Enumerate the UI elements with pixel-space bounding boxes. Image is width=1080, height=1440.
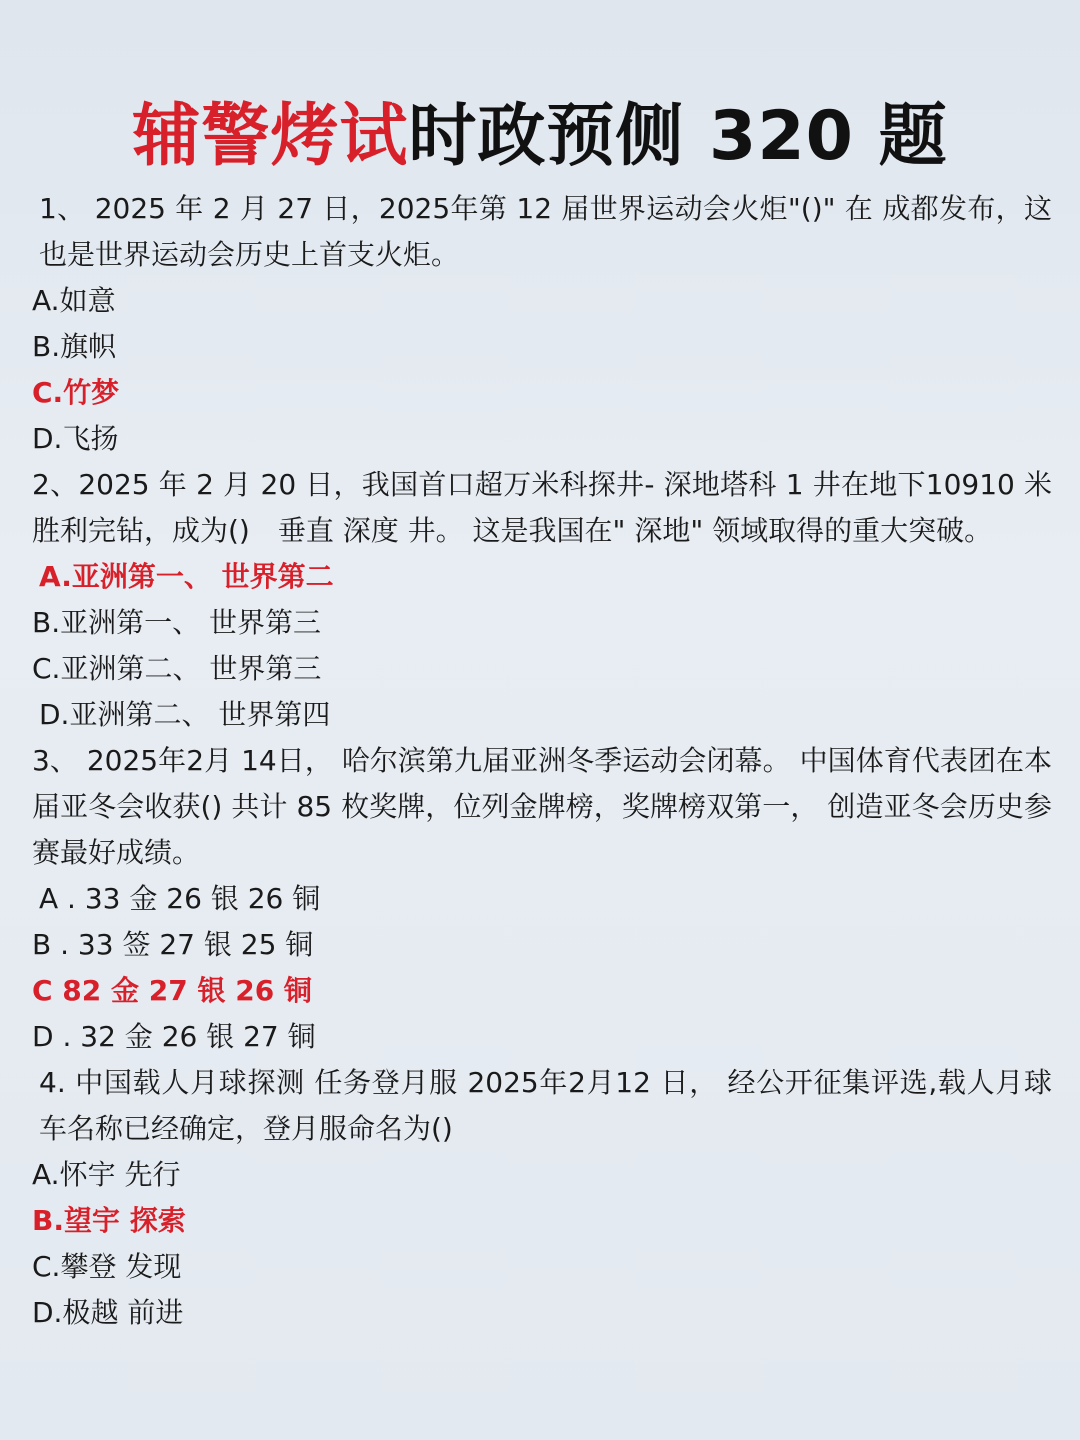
question-3-option-c-answer: C 82 金 27 银 26 铜 [32,974,312,1007]
question-1-stem: 1、 2025 年 2 月 27 日，2025年第 12 届世界运动会火炬"()" 在 成都发布，这也是世界运动会历史上首支火炬。 [39,192,1052,271]
question-3-option-b: B . 33 签 27 银 25 铜 [32,928,314,961]
question-4-option-a: A.怀宇 先行 [32,1158,181,1191]
page-title [0,92,1080,182]
question-3-option-d: D . 32 金 26 银 27 铜 [32,1020,316,1053]
question-2-option-b: B.亚洲第一、 世界第三 [32,606,322,639]
question-list [32,186,1052,1336]
question-1-option-d: D.飞扬 [32,422,119,455]
question-3-option-a: A . 33 金 26 银 26 铜 [39,882,321,915]
question-2-option-d: D.亚洲第二、 世界第四 [39,698,331,731]
question-4-option-b-answer: B.望宇 探索 [32,1204,186,1237]
question-4-option-d: D.极越 前进 [32,1296,184,1329]
title-black-part: 时政预侧 320 题 [408,97,948,176]
question-1-option-b: B.旗帜 [32,330,117,363]
question-1-option-a: A.如意 [32,284,116,317]
question-4-stem: 4. 中国载人月球探测 任务登月服 2025年2月12 日， 经公开征集评选,载人月球车名称已经确定，登月服命名为() [39,1066,1052,1145]
question-4-option-c: C.攀登 发现 [32,1250,182,1283]
title-red-part: 辅警烤试 [132,97,409,176]
question-1-option-c-answer: C.竹梦 [32,376,120,409]
question-2-stem: 2、2025 年 2 月 20 日，我国首口超万米科探井- 深地塔科 1 井在地下10910 米胜利完钻，成为() 垂直 深度 井。 这是我国在" 深地" 领域取得的重大突破。 [32,468,1052,547]
question-2-option-c: C.亚洲第二、 世界第三 [32,652,322,685]
question-3-stem: 3、 2025年2月 14日， 哈尔滨第九届亚洲冬季运动会闭幕。 中国体育代表团在本届亚冬会收获() 共计 85 枚奖牌，位列金牌榜，奖牌榜双第一， 创造亚冬会历史参赛最好成绩。 [32,744,1052,869]
question-2-option-a-answer: A.亚洲第一、 世界第二 [39,560,334,593]
